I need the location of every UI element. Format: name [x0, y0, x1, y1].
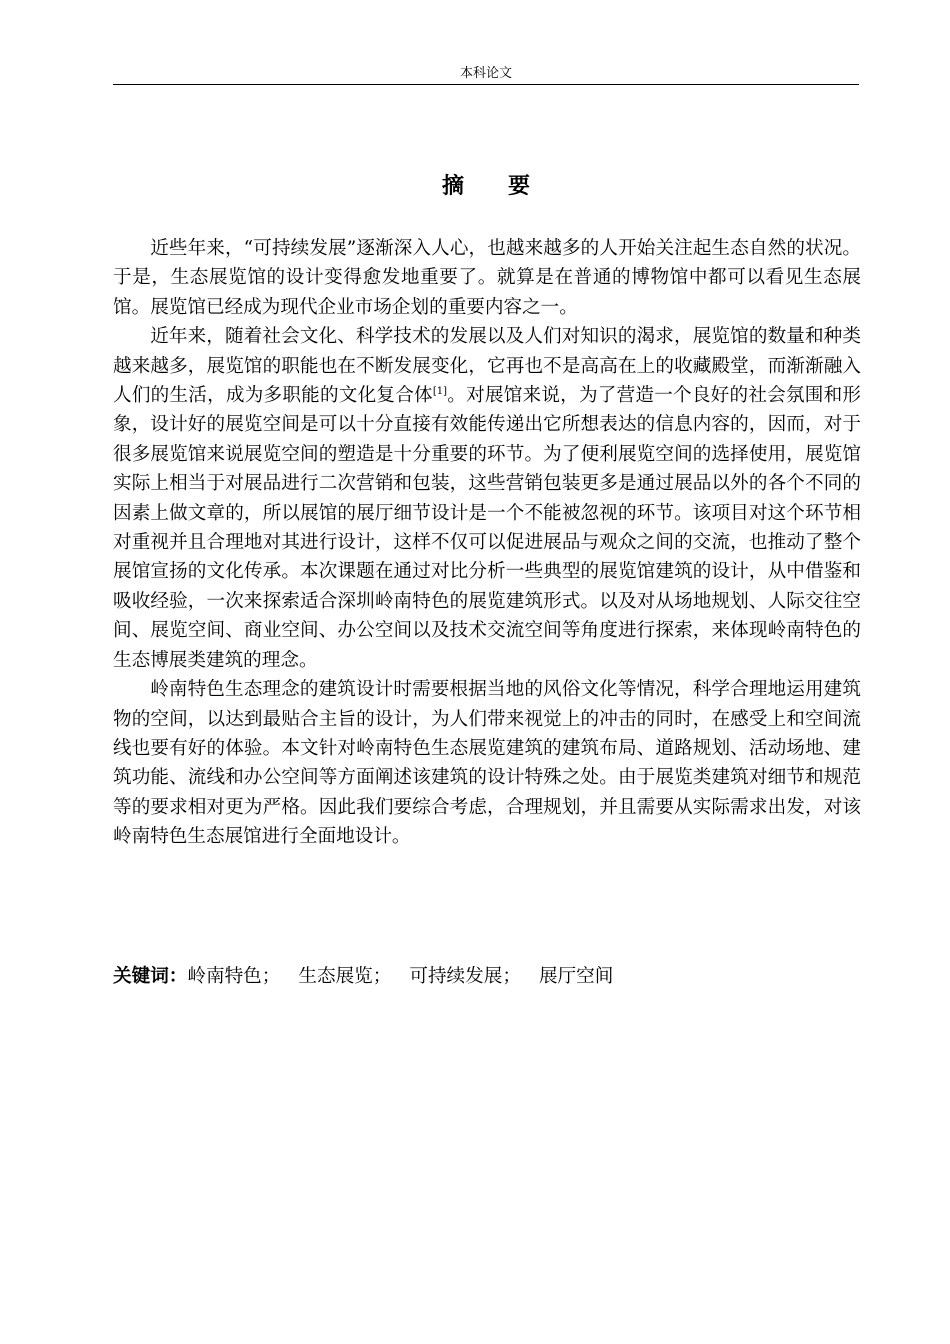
abstract-title-left: 摘	[441, 174, 464, 199]
keyword-item: 岭南特色；	[187, 966, 281, 987]
abstract-paragraph-3: 岭南特色生态理念的建筑设计时需要根据当地的风俗文化等情况，科学合理地运用建筑物的空间，以达到最贴合主旨的设计，为人们带来视觉上的冲击的同时，在感受上和空间流线也要有好的体验。本文针对岭南特色生态展览建筑的建筑布局、道路规划、活动场地、建筑功能、流线和办公空间等方面阐述该建筑的设计特殊之处。由于展览类建筑对细节和规范等的要求相对更为严格。因此我们要综合考虑，合理规划，并且需要从实际需求出发，对该岭南特色生态展馆进行全面地设计。	[113, 679, 861, 848]
abstract-paragraph-1: 近些年来，“可持续发展”逐渐深入人心，也越来越多的人开始关注起生态自然的状况。于是，生态展览馆的设计变得愈发地重要了。就算是在普通的博物馆中都可以看见生态展馆。展览馆已经成为现代企业市场企划的重要内容之一。	[113, 238, 861, 318]
abstract-title	[113, 170, 859, 204]
keyword-item: 生态展览；	[298, 966, 392, 987]
citation-ref[interactable]: [1]	[432, 386, 448, 398]
abstract-body	[113, 234, 861, 852]
abstract-paragraph-2	[113, 322, 861, 675]
keywords-line	[113, 962, 861, 992]
paragraph-2-text-before: 近年来，随着社会文化、科学技术的发展以及人们对知识的渴求，展览馆的数量和种类越来越多，展览馆的职能也在不断发展变化，它再也不是高高在上的收藏殿堂，而渐渐融入人们的生活，成为多职能的文化复合体	[113, 326, 861, 407]
running-header: 本科论文	[459, 66, 512, 81]
keyword-item: 可持续发展；	[409, 966, 521, 987]
keyword-item: 展厅空间	[538, 966, 614, 987]
header-rule	[113, 84, 859, 85]
keywords-label: 关键词：	[113, 966, 188, 987]
paragraph-2-text-after: 。对展馆来说，为了营造一个良好的社会氛围和形象，设计好的展览空间是可以十分直接有效能传递出它所想表达的信息内容的，因而，对于很多展览馆来说展览空间的塑造是十分重要的环节。为了便利展览空间的选择使用，展览馆实际上相当于对展品进行二次营销和包装，这些营销包装更多是通过展品以外的各个不同的因素上做文章的，所以展馆的展厅细节设计是一个不能被忽视的环节。该项目对这个环节相对重视并且合理地对其进行设计，这样不仅可以促进展品与观众之间的交流，也推动了整个展馆宣扬的文化传承。本次课题在通过对比分析一些典型的展览馆建筑的设计，从中借鉴和吸收经验，一次来探索适合深圳岭南特色的展览建筑形式。以及对从场地规划、人际交往空间、展览空间、商业空间、办公空间以及技术交流空间等角度进行探索，来体现岭南特色的生态博展类建筑的理念。	[113, 385, 861, 671]
abstract-title-right: 要	[508, 174, 531, 199]
